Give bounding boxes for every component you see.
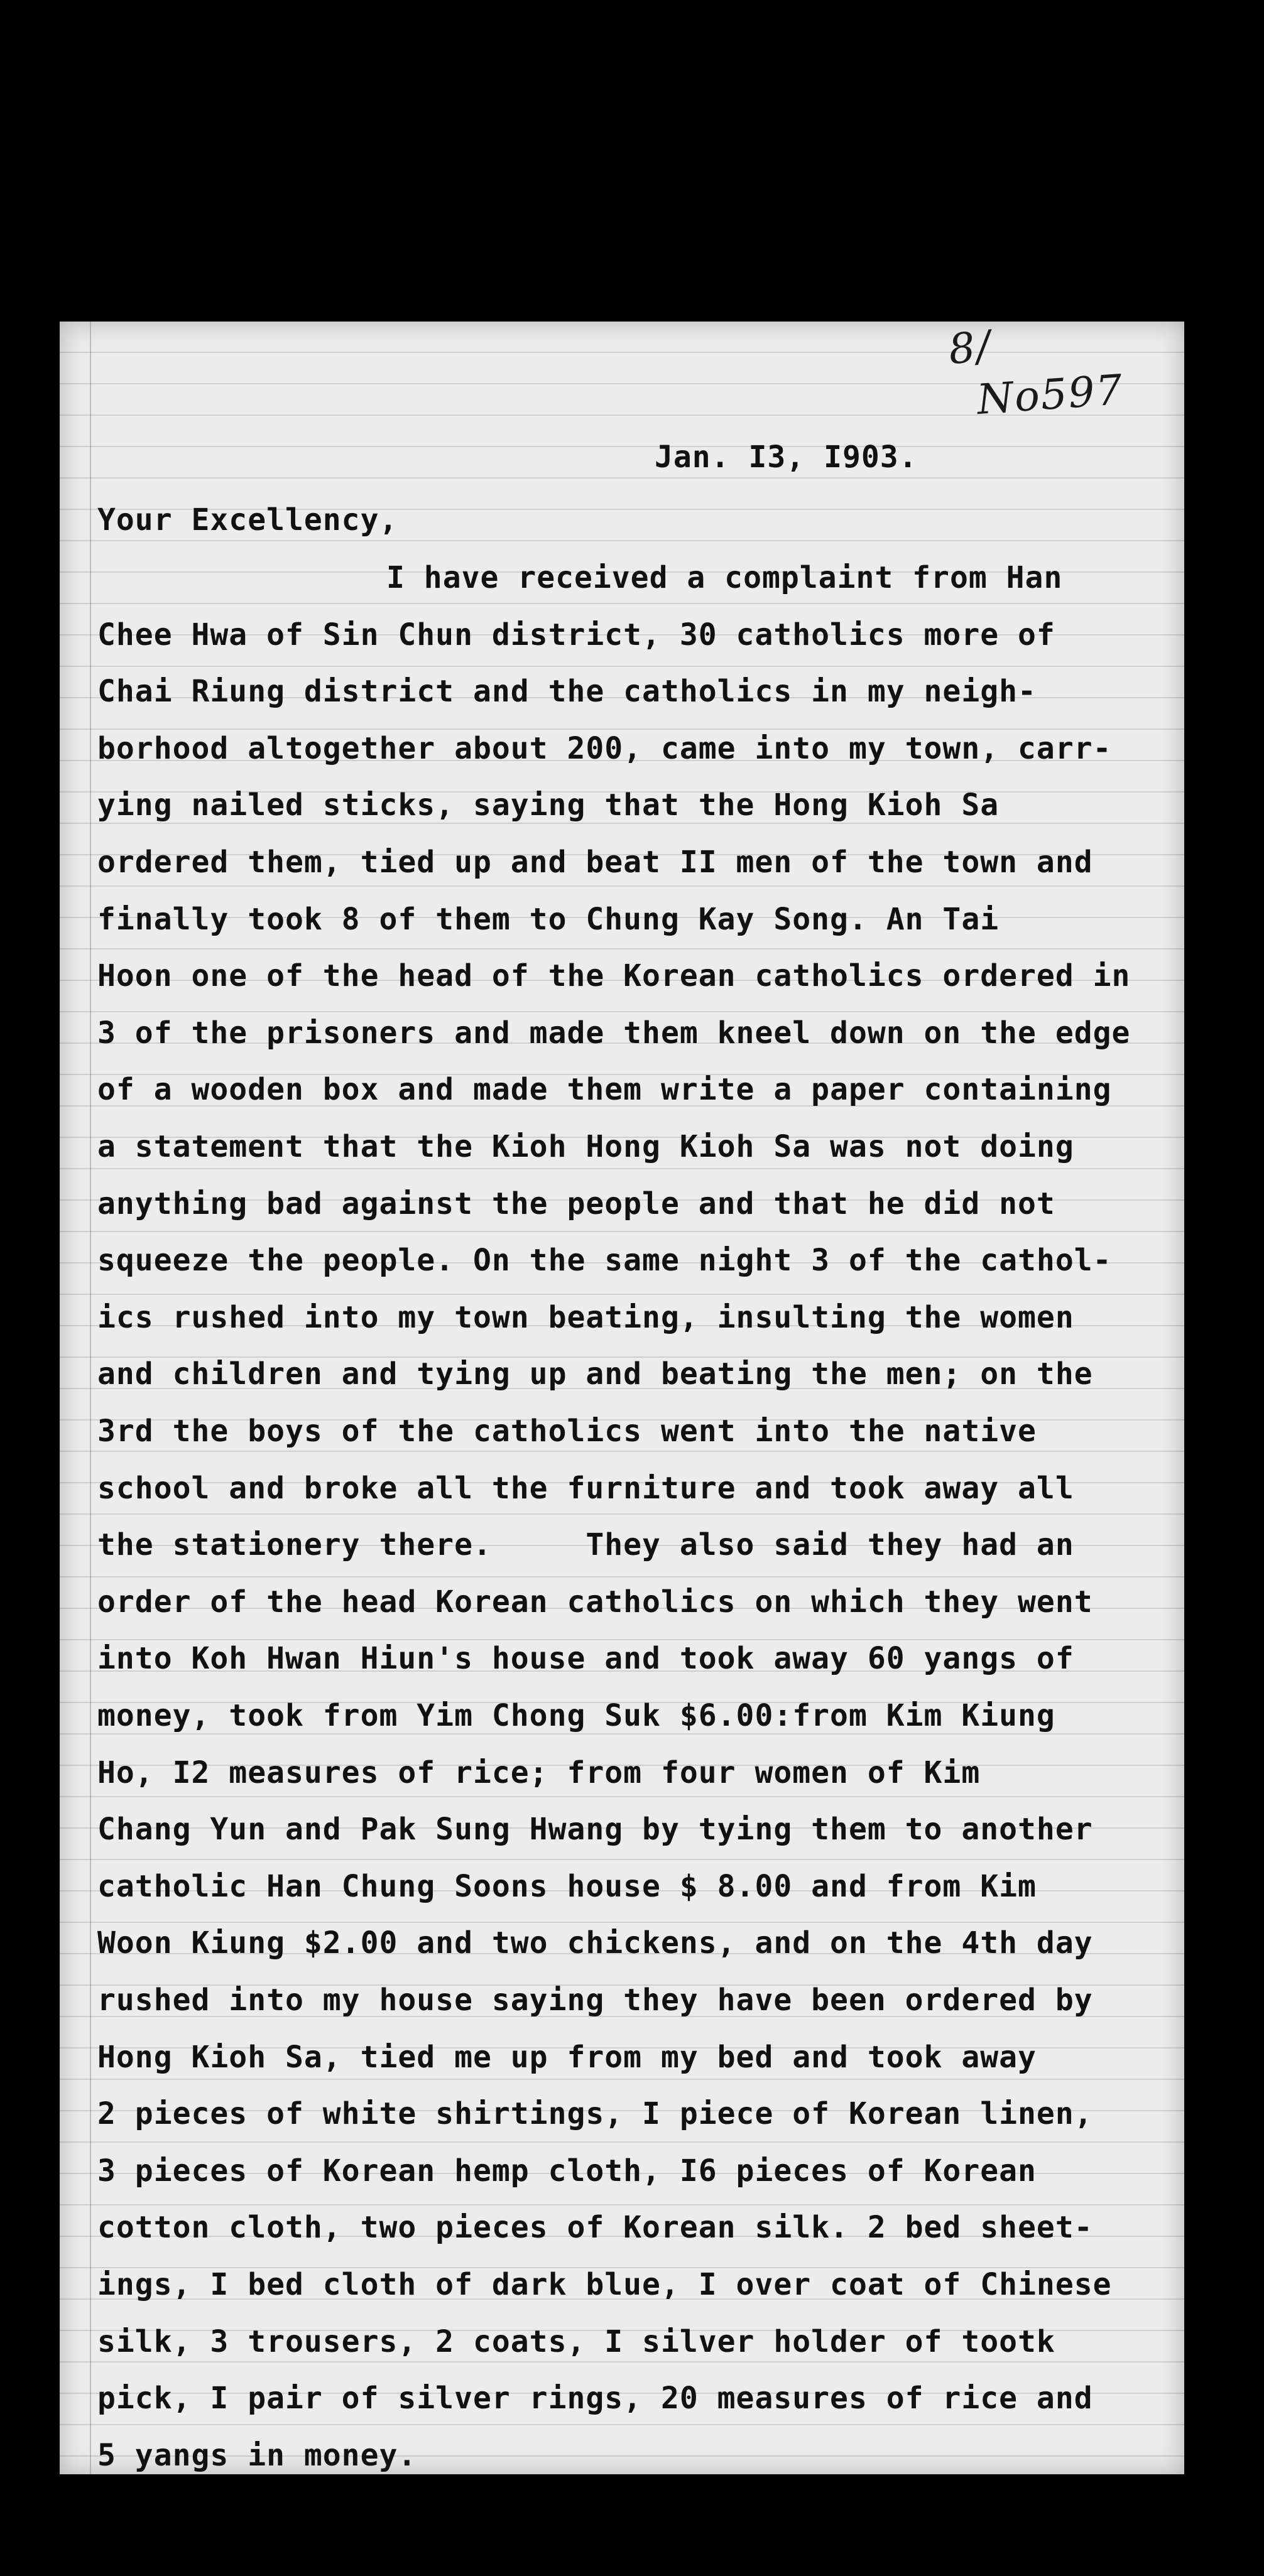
body-line: rushed into my house saying they have been ordered by xyxy=(97,1983,1093,2018)
body-line: school and broke all the furniture and took away all xyxy=(97,1471,1074,1506)
body-line: Ho, I2 measures of rice; from four women of Kim xyxy=(97,1755,981,1790)
body-line: cotton cloth, two pieces of Korean silk. 2 bed sheet- xyxy=(97,2210,1093,2245)
body-line: silk, 3 trousers, 2 coats, I silver holder of tootk xyxy=(97,2324,1055,2359)
margin-rule xyxy=(90,322,91,2474)
body-line: borhood altogether about 200, came into my town, carr- xyxy=(97,731,1112,766)
body-line: the stationery there. They also said they had an xyxy=(97,1527,1074,1562)
body-line: ordered them, tied up and beat II men of the town and xyxy=(97,845,1093,880)
body-line: ying nailed sticks, saying that the Hong Kioh Sa xyxy=(97,787,1000,823)
salutation: Your Excellency, xyxy=(97,502,398,538)
body-line: Hoon one of the head of the Korean catholics ordered in xyxy=(97,958,1131,993)
body-line: 3 of the prisoners and made them kneel down on the edge xyxy=(97,1015,1131,1051)
body-line: Chang Yun and Pak Sung Hwang by tying them to another xyxy=(97,1812,1093,1847)
body-line: a statement that the Kioh Hong Kioh Sa was not doing xyxy=(97,1129,1074,1164)
body-line: 2 pieces of white shirtings, I piece of Korean linen, xyxy=(97,2096,1093,2131)
body-line: and children and tying up and beating the men; on the xyxy=(97,1356,1093,1392)
body-line: I have received a complaint from Han xyxy=(386,560,1063,595)
body-line: Hong Kioh Sa, tied me up from my bed and took away xyxy=(97,2040,1037,2075)
body-line: anything bad against the people and that he did not xyxy=(97,1186,1055,1221)
body-line: Chee Hwa of Sin Chun district, 30 catholics more of xyxy=(97,617,1055,652)
body-line: 3 pieces of Korean hemp cloth, I6 pieces of Korean xyxy=(97,2153,1037,2189)
body-line: 3rd the boys of the catholics went into the native xyxy=(97,1414,1037,1449)
body-line: ics rushed into my town beating, insulting the women xyxy=(97,1300,1074,1335)
folio-mark: 8/ xyxy=(946,321,994,374)
letter-date: Jan. I3, I903. xyxy=(655,440,918,475)
body-line: ings, I bed cloth of dark blue, I over coat of Chinese xyxy=(97,2267,1112,2302)
body-line: finally took 8 of them to Chung Kay Song. An Tai xyxy=(97,902,1000,937)
body-line: 5 yangs in money. xyxy=(97,2438,417,2473)
body-line: catholic Han Chung Soons house $ 8.00 and from Kim xyxy=(97,1869,1037,1904)
body-line: Chai Riung district and the catholics in my neigh- xyxy=(97,674,1037,709)
body-line: money, took from Yim Chong Suk $6.00:from Kim Kiung xyxy=(97,1698,1055,1733)
body-line: pick, I pair of silver rings, 20 measures of rice and xyxy=(97,2381,1093,2416)
body-line: into Koh Hwan Hiun's house and took away 60 yangs of xyxy=(97,1641,1074,1676)
body-line: Woon Kiung $2.00 and two chickens, and on the 4th day xyxy=(97,1925,1093,1961)
body-line: of a wooden box and made them write a paper containing xyxy=(97,1072,1112,1107)
document-number: No597 xyxy=(975,365,1125,425)
body-line: order of the head Korean catholics on which they went xyxy=(97,1584,1093,1620)
body-line: squeeze the people. On the same night 3 of the cathol- xyxy=(97,1243,1112,1278)
